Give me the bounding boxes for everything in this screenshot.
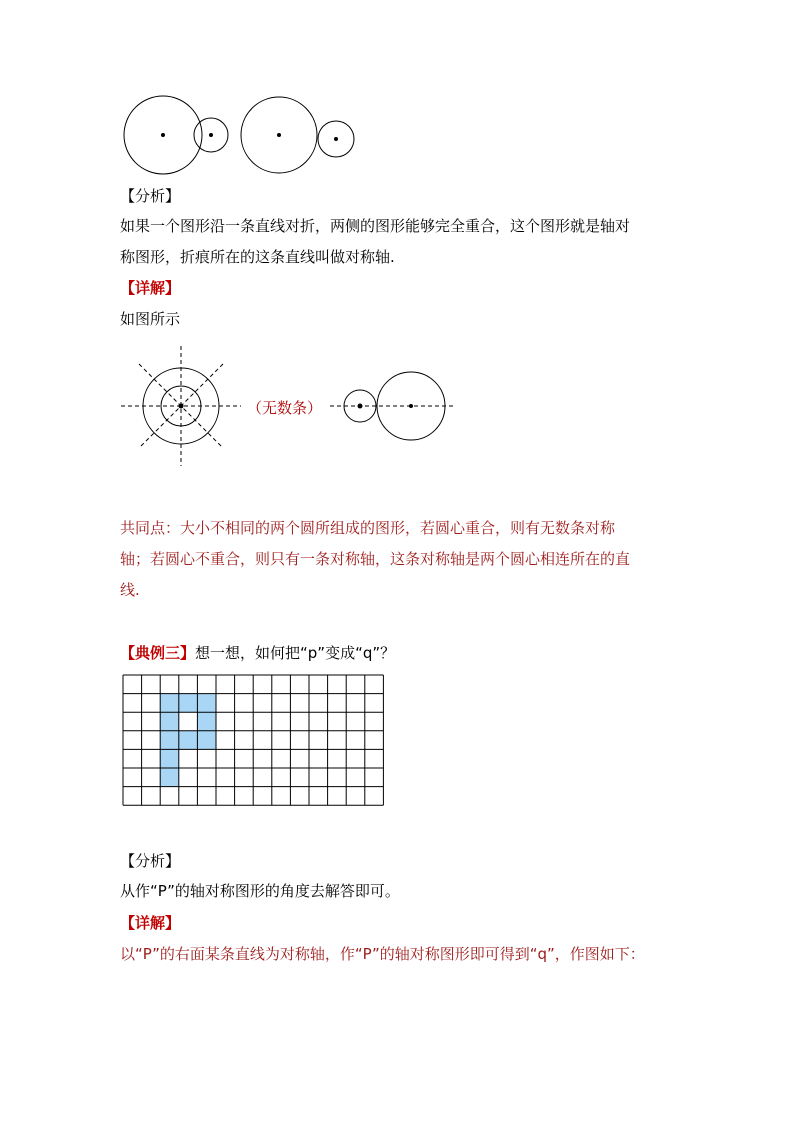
example-three-label: 【典例三】 — [120, 644, 196, 662]
concentric-circles-axes-figure — [120, 345, 240, 469]
infinite-axes-label: （无数条） — [247, 399, 323, 417]
shaded-cell — [197, 731, 216, 750]
analysis-heading-2: 【分析】 — [120, 852, 181, 870]
shaded-cell — [160, 731, 179, 750]
shaded-cell — [160, 712, 179, 731]
analysis-heading-1: 【分析】 — [120, 187, 181, 205]
common-point-line-3: 线. — [120, 581, 140, 599]
common-point-line-1: 共同点：大小不相同的两个圆所组成的图形，若圆心重合，则有无数条对称 — [120, 519, 616, 537]
two-circle-pairs-figure — [120, 95, 360, 175]
example-three-question-text: 想一想，如何把“p”变成“q”？ — [195, 644, 396, 662]
detail-heading-1: 【详解】 — [120, 279, 181, 297]
analysis-text-line-2: 称图形，折痕所在的这条直线叫做对称轴. — [120, 248, 395, 266]
detail-heading-2: 【详解】 — [120, 914, 181, 932]
shaded-cell — [160, 749, 179, 768]
analysis-text-2: 从作“P”的轴对称图形的角度去解答即可。 — [120, 882, 400, 900]
shaded-cell — [160, 768, 179, 787]
shaded-cell — [160, 694, 179, 713]
common-point-line-2: 轴；若圆心不重合，则只有一条对称轴，这条对称轴是两个圆心相连所在的直 — [120, 550, 631, 568]
shaded-cell — [179, 731, 198, 750]
shaded-cell — [179, 694, 198, 713]
example-three-question — [120, 643, 395, 663]
p-letter-grid — [123, 675, 385, 806]
detail-text-1: 如图所示 — [120, 310, 181, 328]
analysis-text-line-1: 如果一个图形沿一条直线对折，两侧的图形能够完全重合，这个图形就是轴对 — [120, 217, 631, 235]
shaded-cell — [197, 712, 216, 731]
shaded-cell — [197, 694, 216, 713]
two-circles-one-axis-figure — [330, 370, 460, 442]
detail-text-2: 以“P”的右面某条直线为对称轴，作“P”的轴对称图形即可得到“q”，作图如下： — [120, 945, 645, 963]
